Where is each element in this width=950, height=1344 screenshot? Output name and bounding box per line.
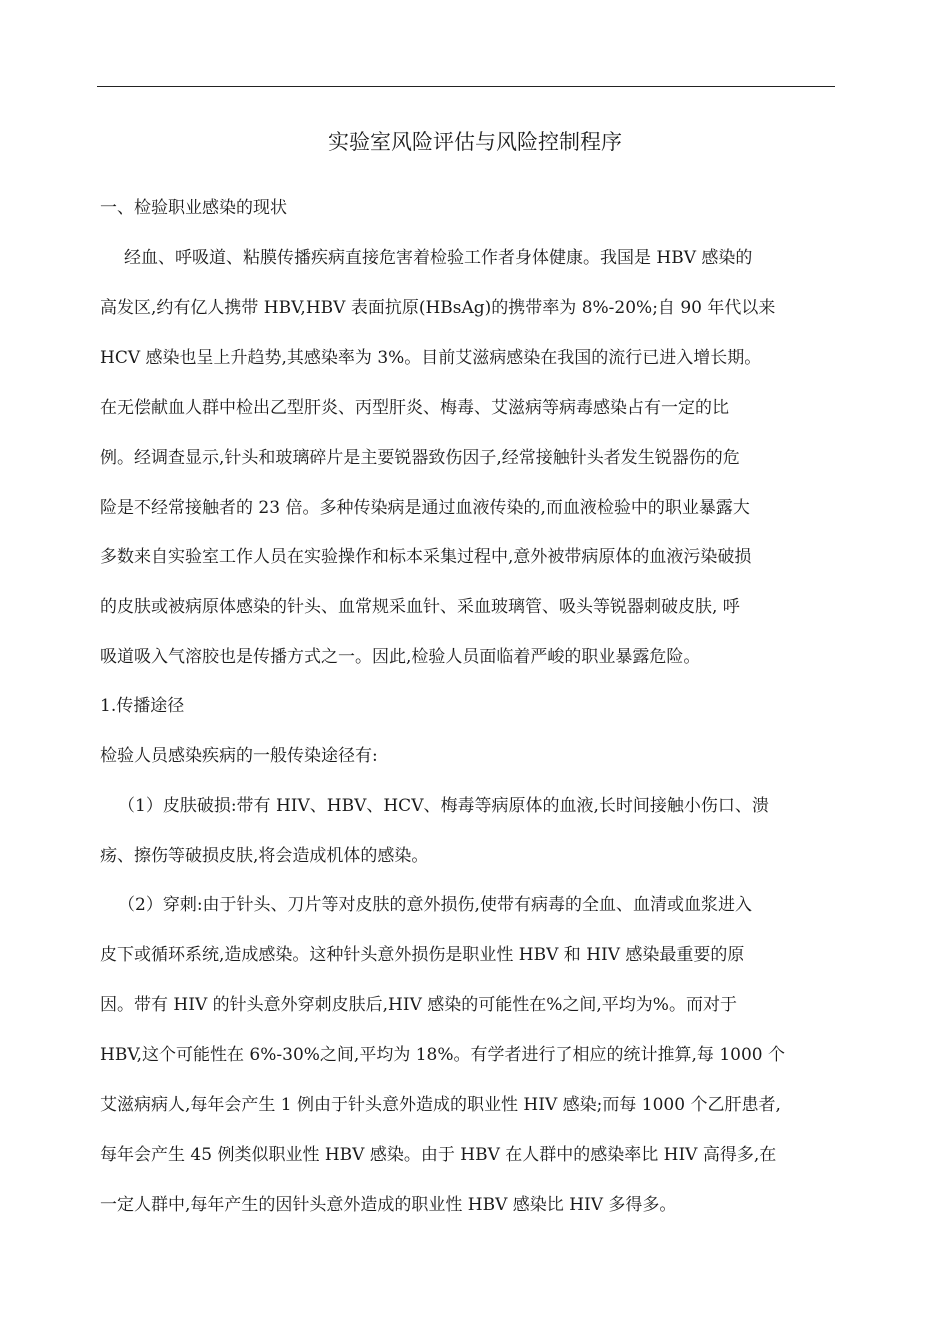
list-item-line: （2）穿刺:由于针头、刀片等对皮肤的意外损伤,使带有病毒的全血、血清或血浆进入 [118, 895, 752, 915]
body-line: 经血、呼吸道、粘膜传播疾病直接危害着检验工作者身体健康。我国是 HBV 感染的 [124, 248, 753, 268]
body-line: 多数来自实验室工作人员在实验操作和标本采集过程中,意外被带病原体的血液污染破损 [100, 547, 752, 567]
body-line: 吸道吸入气溶胶也是传播方式之一。因此,检验人员面临着严峻的职业暴露危险。 [100, 647, 701, 667]
body-line: 在无偿献血人群中检出乙型肝炎、丙型肝炎、梅毒、艾滋病等病毒感染占有一定的比 [100, 398, 729, 418]
body-line: 的皮肤或被病原体感染的针头、血常规采血针、采血玻璃管、吸头等锐器刺破皮肤, 呼 [100, 597, 740, 617]
document-title: 实验室风险评估与风险控制程序 [328, 130, 622, 154]
body-line: 每年会产生 45 例类似职业性 HBV 感染。由于 HBV 在人群中的感染率比 HIV 高得多,在 [100, 1145, 777, 1165]
body-line: 险是不经常接触者的 23 倍。多种传染病是通过血液传染的,而血液检验中的职业暴露大 [100, 498, 750, 518]
body-line: 因。带有 HIV 的针头意外穿刺皮肤后,HIV 感染的可能性在%之间,平均为%。而对于 [100, 995, 737, 1015]
body-line: 艾滋病病人,每年会产生 1 例由于针头意外造成的职业性 HIV 感染;而每 1000 个乙肝患者, [100, 1095, 781, 1115]
body-line: 检验人员感染疾病的一般传染途径有: [100, 746, 378, 766]
section-heading: 一、检验职业感染的现状 [100, 198, 287, 218]
body-line: 高发区,约有亿人携带 HBV,HBV 表面抗原(HBsAg)的携带率为 8%-20%;自 90 年代以来 [100, 298, 776, 318]
body-line: HCV 感染也呈上升趋势,其感染率为 3%。目前艾滋病感染在我国的流行已进入增长期。 [100, 348, 762, 368]
body-line: 一定人群中,每年产生的因针头意外造成的职业性 HBV 感染比 HIV 多得多。 [100, 1195, 677, 1215]
subsection-heading: 1.传播途径 [100, 696, 185, 716]
body-line: 例。经调查显示,针头和玻璃碎片是主要锐器致伤因子,经常接触针头者发生锐器伤的危 [100, 448, 740, 468]
body-line: HBV,这个可能性在 6%-30%之间,平均为 18%。有学者进行了相应的统计推算,每 1000 个 [100, 1045, 785, 1065]
list-item-line: （1）皮肤破损:带有 HIV、HBV、HCV、梅毒等病原体的血液,长时间接触小伤口、溃 [118, 796, 769, 816]
header-rule [97, 86, 835, 87]
body-line: 疡、擦伤等破损皮肤,将会造成机体的感染。 [100, 846, 429, 866]
body-line: 皮下或循环系统,造成感染。这种针头意外损伤是职业性 HBV 和 HIV 感染最重要的原 [100, 945, 745, 965]
